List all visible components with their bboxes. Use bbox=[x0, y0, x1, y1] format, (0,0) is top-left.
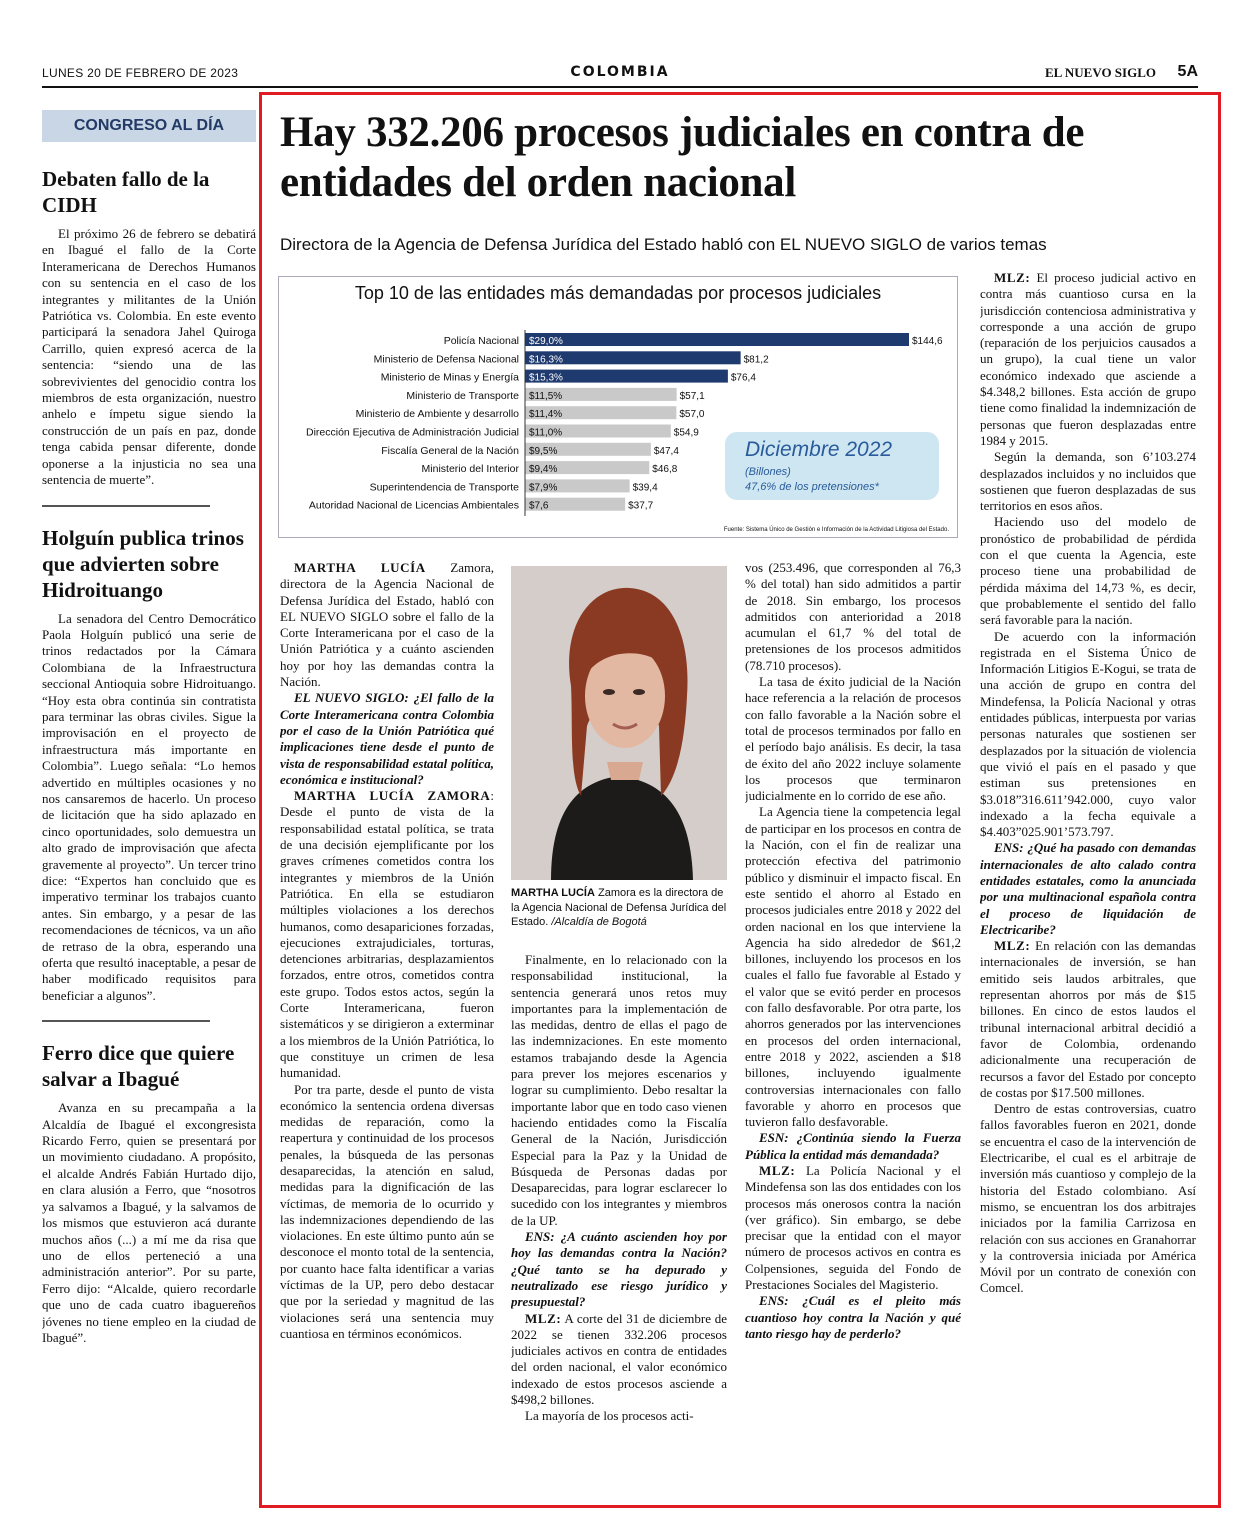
speaker-lead: MLZ: bbox=[994, 938, 1031, 954]
sidebar-divider bbox=[42, 1020, 210, 1022]
article-column-2 bbox=[511, 952, 727, 1488]
article-paragraph bbox=[511, 1311, 727, 1409]
percent-label: $11,0% bbox=[529, 427, 563, 439]
category-label: Superintendencia de Transporte bbox=[369, 481, 519, 494]
article-paragraph bbox=[745, 1163, 961, 1293]
article-paragraph bbox=[280, 788, 494, 1081]
callout-unit: (Billones) bbox=[745, 466, 791, 478]
category-label: Autoridad Nacional de Licencias Ambientales bbox=[308, 499, 519, 512]
page-number: 5A bbox=[1177, 63, 1198, 80]
paragraph-text: En relación con las demandas internacionales de inversión, se han emitido seis laudos arbitrales, que representan ahorros por más de $15 billones. En cinco de estos laudos el tribunal internacional arbitral decidió a favor de Colombia, ordenando adicionalmente una recuperación de recursos a favor del Estado por concepto de costas por $17.500 millones. bbox=[980, 938, 1196, 1100]
value-label: $46,8 bbox=[652, 464, 678, 476]
interview-question: EL NUEVO SIGLO: ¿El fallo de la Corte Interamericana contra Colombia por el caso de la Unión Patriótica qué implicaciones tiene desde el punto de vista de responsabilidad estatal política, económica e institucional? bbox=[280, 690, 494, 787]
article-paragraph bbox=[980, 449, 1196, 514]
paragraph-text: La Policía Nacional y el Mindefensa son las dos entidades con los procesos más onerosos contra la nación (ver gráfico). Sin embargo, se debe precisar que la entidad con el mayor número de procesos activos en contra es Colpensiones, seguida del Fondo de Prestaciones Sociales del Magisterio. bbox=[745, 1162, 961, 1293]
interview-question: ENS: ¿Cuál es el pleito más cuantioso hoy contra la Nación y qué tanto riesgo hay de perderlo? bbox=[745, 1293, 961, 1341]
value-label: $54,9 bbox=[673, 427, 699, 439]
sidebar-divider bbox=[42, 505, 210, 507]
percent-label: $11,5% bbox=[529, 390, 563, 402]
percent-label: $11,4% bbox=[529, 409, 563, 421]
interview-question: ESN: ¿Continúa siendo la Fuerza Pública la entidad más demandada? bbox=[745, 1130, 961, 1162]
paragraph-text: : Desde el punto de vista de la responsabilidad estatal política, se trata de una decisión ejemplificante por los graves crímenes cometidos contra los integrantes y miembros de la Unión Patriótica. En ella se estudiaron múltiples violaciones a los derechos humanos, como desapariciones forzadas, ejecuciones extrajudiciales, torturas, detenciones arbitrarias, desplazamientos forzados, entre otros, cometidos contra este grupo. Todos estos actos, según la Corte Interamericana, fueron sistemáticos y se dirigieron a exterminar a los miembros de la Unión Patriótica, lo que constituye un crimen de lesa humanidad. bbox=[280, 788, 494, 1081]
paragraph-text: Según la demanda, son 6’103.274 desplazados incluidos y no incluidos que sostienen que fueron desplazadas de sus territorios en esos años. bbox=[980, 449, 1196, 514]
portrait-image bbox=[511, 566, 727, 880]
percent-label: $16,3% bbox=[529, 354, 563, 366]
value-label: $47,4 bbox=[653, 445, 679, 457]
entities-chart bbox=[278, 276, 958, 538]
article-paragraph bbox=[745, 674, 961, 804]
article-paragraph bbox=[745, 560, 961, 674]
article-title: Hay 332.206 procesos judiciales en contra de entidades del orden nacional bbox=[280, 109, 1085, 206]
value-label: $57,0 bbox=[679, 409, 705, 421]
caption-text: Zamora es la directora de la Agencia Nacional de Defensa Jurídica del Estado. bbox=[511, 887, 727, 928]
paragraph-text: De acuerdo con la información registrada en el Sistema Único de Información Litigios E-Kogui, se trata de una acción de grupo en contra del Mindefensa, la Policía Nacional y otras entidades públicas, interpuesta por varias personas naturales que sostienen ser desplazados por la situación de violencia que vivió el país en el pasado y que estiman sus pretensiones en $3.018”316.611’942.000, cuyo valor indexado a la fecha equivale a $4.403”025.901’573.797. bbox=[980, 628, 1196, 840]
paragraph-text: La tasa de éxito judicial de la Nación hace referencia a la relación de procesos con fallo favorable a la Nación sobre el total de procesos terminados por fallo en el período bajo análisis. Es decir, la tasa de éxito del año 2022 incluye solamente los procesos que terminaron judicialmente en lo corrido de ese año. bbox=[745, 674, 961, 804]
article-paragraph bbox=[980, 1101, 1196, 1297]
sidebar-tag: CONGRESO AL DÍA bbox=[42, 110, 256, 142]
sidebar-headline-holguin: Holguín publica trinos que advierten sobre Hidroituango bbox=[42, 525, 244, 602]
speaker-lead: MARTHA LUCÍA bbox=[294, 560, 426, 575]
category-label: Ministerio del Interior bbox=[421, 463, 519, 476]
value-label: $144,6 bbox=[912, 336, 943, 347]
issue-date: LUNES 20 DE FEBRERO DE 2023 bbox=[42, 66, 239, 80]
sidebar-headline-ferro: Ferro dice que quiere salvar a Ibagué bbox=[42, 1041, 235, 1092]
page-header bbox=[42, 64, 1198, 84]
sidebar-body-holguin: La senadora del Centro Democrático Paola Holguín publicó una serie de trinos redactados por la Cámara Colombiana de la Infraestructura seccional Antioquia sobre Hidroituango. “Hoy esta obra continúa sin contratista para terminar las obras civiles. Sigue la improvisación en el proyecto de infraestructura más importante en Colombia”. Luego señala: “Lo hemos advertido en múltiples ocasiones y no nos cansaremos de hacerlo. Un proceso de licitación que ha sido aplazado en cinco oportunidades, solo demuestra un alto grado de improvisación que afecta gravemente al proyecto”. Un tercer trino dice: “Expertos han concluido que es imperativo terminar los trabajos cuanto antes. Sin embargo, y a pesar de las recomendaciones de técnicos, va un año de retraso de la obra, esperando una oferta que resultó inaceptable, a pesar de haber modificado requisitos para beneficiar a algunos”. bbox=[42, 610, 256, 1003]
speaker-lead: MARTHA LUCÍA ZAMORA bbox=[294, 788, 491, 804]
value-label: $76,4 bbox=[730, 372, 756, 384]
value-label: $81,2 bbox=[743, 354, 769, 366]
speaker-lead: MLZ: bbox=[994, 270, 1031, 285]
interview-question: ENS: ¿Qué ha pasado con demandas internacionales de alto calado contra entidades estatales, como la anunciada por una multinacional española contra el proceso de liquidación de Electricaribe? bbox=[980, 840, 1196, 937]
paragraph-text: Dentro de estas controversias, cuatro fallos favorables fueron en 2021, donde se encuentra el caso de la intervención de Electricaribe, el cual es el arbitraje de inversión más cuantioso y complejo de la historia del Estado colombiano. Así mismo, se encuentran los dos arbitrajes iniciados por la familia Carrizosa en relación con sus acciones en Granahorrar y la controversia iniciada por América Móvil por un contrato de conexión con Comcel. bbox=[980, 1101, 1196, 1296]
percent-label: $29,0% bbox=[529, 336, 563, 347]
paragraph-text: A corte del 31 de diciembre de 2022 se tienen 332.206 procesos judiciales activos en contra de entidades del orden nacional, el valor económico indexado de estos procesos asciende a $498,2 billones. bbox=[511, 1310, 727, 1408]
chart-callout bbox=[725, 432, 939, 500]
bar bbox=[525, 333, 909, 346]
value-label: $39,4 bbox=[632, 482, 658, 494]
percent-label: $15,3% bbox=[529, 372, 563, 384]
paragraph-text: La mayoría de los procesos acti- bbox=[525, 1408, 694, 1424]
value-label: $37,7 bbox=[628, 500, 654, 512]
paragraph-text: Por tra parte, desde el punto de vista económico la sentencia ordena diversas medidas de reparación, como la reapertura y continuidad de los procesos penales, la búsqueda de las personas desaparecidas, la atención en salud, medidas para la dignificación de las víctimas, de memoria de lo ocurrido y las indemnizaciones dependiendo de las violaciones. En este último punto aún se desconoce el monto total de la sentencia, por cuanto hace falta identificar a varias víctimas de la UP, pero debo destacar que por la seriedad y magnitud de las violaciones será una sentencia muy cuantiosa en términos económicos. bbox=[280, 1081, 494, 1341]
article-column-4 bbox=[980, 270, 1196, 1488]
callout-title: Diciembre 2022 bbox=[745, 438, 893, 461]
article-paragraph bbox=[980, 514, 1196, 628]
congreso-sidebar bbox=[42, 110, 256, 1490]
article-column-1 bbox=[280, 560, 494, 1490]
caption-lead: MARTHA LUCÍA bbox=[511, 887, 595, 899]
percent-label: $7,6 bbox=[529, 500, 549, 512]
paragraph-text: La Agencia tiene la competencia legal de participar en los procesos en contra de la Nación, con el fin de realizar una protección efectiva del patrimonio público y disminuir el impacto fiscal. En este sentido el ahorro al Estado en procesos judiciales entre 2018 y 2022 del orden nacional en los que interviene la Agencia ha sido alrededor de $61,2 billones, incluyendo los procesos en los cuales el fallo fue favorable al Estado y el valor que se evitó perder en procesos con fallo desfavorable. Por otra parte, los ahorros generados por las intervenciones en procesos del orden internacional, entre 2018 y 2022, ascienden a $18 billones, incluyendo igualmente controversias internacionales con fallo favorable y ahorro en procesos que tuvieron fallo desfavorable. bbox=[745, 804, 961, 1130]
article-column-3 bbox=[745, 560, 961, 1488]
percent-label: $7,9% bbox=[529, 482, 558, 494]
paragraph-text: vos (253.496, que corresponden al 76,3 % del total) han sido admitidos a partir de 2018. Sin embargo, los procesos admitidos con anterioridad a 2018 acumulan el 61,7 % del total de pretensiones de los procesos admitidos (78.710 procesos). bbox=[745, 560, 961, 673]
speaker-lead: MLZ: bbox=[759, 1162, 796, 1178]
category-label: Dirección Ejecutiva de Administración Judicial bbox=[305, 426, 519, 439]
chart-source: Fuente: Sistema Único de Gestión e Información de la Actividad Litigiosa del Estado. bbox=[723, 527, 949, 533]
article-paragraph bbox=[980, 629, 1196, 841]
newspaper-name: EL NUEVO SIGLO bbox=[1045, 65, 1156, 80]
sidebar-body-ferro: Avanza en su precampaña a la Alcaldía de Ibagué el excongresista Ricardo Ferro, quien se presentará por un movimiento ciudadano. A propósito, el alcalde Andrés Fabián Hurtado dijo, en clara alusión a Ferro, que “nosotros ya salvamos a Ibagué, y la salvamos de los mismos que estuvieron acá durante muchos años (...) a mí me da risa que uno de ellos perteneció a una administración anterior”. Por su parte, Ferro dijo: “Alcalde, quiero recordarle que uno de cada cuatro ibaguereños jóvenes no tiene empleo en la ciudad de Ibagué”. bbox=[42, 1100, 256, 1345]
header-rule bbox=[42, 86, 1198, 88]
paragraph-text: El proceso judicial activo en contra más cuantioso cursa en la jurisdicción contenciosa administrativa y corresponde a una acción de grupo (reparación de los perjuicios causados a un grupo), la cual tiene un valor económico indexado que asciende a $4.348,2 billones. Esta acción de grupo tiene como finalidad la indemnización de personas que fueron desplazadas entre 1984 y 2015. bbox=[980, 270, 1196, 448]
value-label: $57,1 bbox=[679, 390, 705, 402]
article-paragraph bbox=[980, 938, 1196, 1101]
article-paragraph bbox=[980, 270, 1196, 449]
sidebar-headline-cidh: Debaten fallo de la CIDH bbox=[42, 167, 210, 217]
portrait-photo bbox=[511, 566, 727, 880]
speaker-lead: MLZ: bbox=[525, 1310, 562, 1326]
category-label: Ministerio de Ambiente y desarrollo bbox=[355, 408, 519, 421]
percent-label: $9,4% bbox=[529, 464, 558, 476]
interview-question: ENS: ¿A cuánto ascienden hoy por hoy las demandas contra la Nación? ¿Qué tanto se ha depurado y neutralizado ese riesgo jurídico y presupuestal? bbox=[511, 1229, 727, 1310]
paragraph-text: Haciendo uso del modelo de pronóstico de probabilidad de pérdida con el que cuenta la Agencia, este proceso tiene una probabilidad de pérdida máxima del 14,73 %, es decir, que probablemente el sentido del fallo será favorable para la nación. bbox=[980, 514, 1196, 628]
photo-caption bbox=[511, 886, 727, 930]
paragraph-text: Zamora, directora de la Agencia Nacional de Defensa Jurídica del Estado, habló con EL NUEVO SIGLO sobre el fallo de la Corte Interamericana por el caso de la Unión Patriótica y a cuánto ascienden hoy por hoy las demandas contra la Nación. bbox=[280, 560, 494, 690]
article-paragraph bbox=[511, 1408, 727, 1424]
sidebar-body-cidh: El próximo 26 de febrero se debatirá en Ibagué el fallo de la Corte Interamericana de Derechos Humanos con su sentencia en el caso de los integrantes y militantes de la Unión Patriótica vs. Colombia. En este evento participará la senadora Jahel Quiroga Carrillo, quien expresó acerca de la sentencia: “siendo una de las sobrevivientes del genocidio contra los miembros de esta organización, nuestro anhelo e ímpetu sigue siendo la construcción de un país en paz, donde tenga cabida pensar diferente, donde oponerse a la injusticia no sea una sentencia de muerte”. bbox=[42, 226, 256, 488]
chart-title: Top 10 de las entidades más demandadas por procesos judiciales bbox=[354, 283, 882, 303]
category-label: Ministerio de Minas y Energía bbox=[380, 371, 519, 384]
category-label: Policía Nacional bbox=[443, 335, 519, 347]
paragraph-text: Finalmente, en lo relacionado con la responsabilidad institucional, la sentencia generará unos retos muy importantes para la implementación de las medidas, dentro de ellas el pago de las indemnizaciones. En este momento estamos trabajando desde la Agencia para prever los mejores escenarios y lograr su cumplimiento. Debo resaltar la importante labor que en todo caso vienen haciendo entidades como la Fiscalía General de la Nación, Jurisdicción Especial para la Paz y la Unidad de Búsqueda de Personas dadas por Desaparecidas, para lograr esclarecer lo sucedido con los integrantes y miembros de la UP. bbox=[511, 952, 727, 1228]
category-label: Ministerio de Transporte bbox=[406, 389, 519, 402]
article-subtitle: Directora de la Agencia de Defensa Jurídica del Estado habló con EL NUEVO SIGLO de varios temas bbox=[280, 235, 1047, 254]
category-label: Fiscalía General de la Nación bbox=[381, 444, 519, 457]
article-paragraph bbox=[280, 1082, 494, 1343]
category-label: Ministerio de Defensa Nacional bbox=[373, 353, 519, 366]
callout-note: 47,6% de los pretensiones* bbox=[745, 481, 879, 493]
article-paragraph bbox=[511, 952, 727, 1229]
article-paragraph bbox=[745, 804, 961, 1130]
article-paragraph bbox=[280, 560, 494, 690]
section-name: COLOMBIA bbox=[570, 64, 670, 80]
percent-label: $9,5% bbox=[529, 445, 558, 457]
caption-credit: /Alcaldía de Bogotá bbox=[548, 916, 647, 928]
